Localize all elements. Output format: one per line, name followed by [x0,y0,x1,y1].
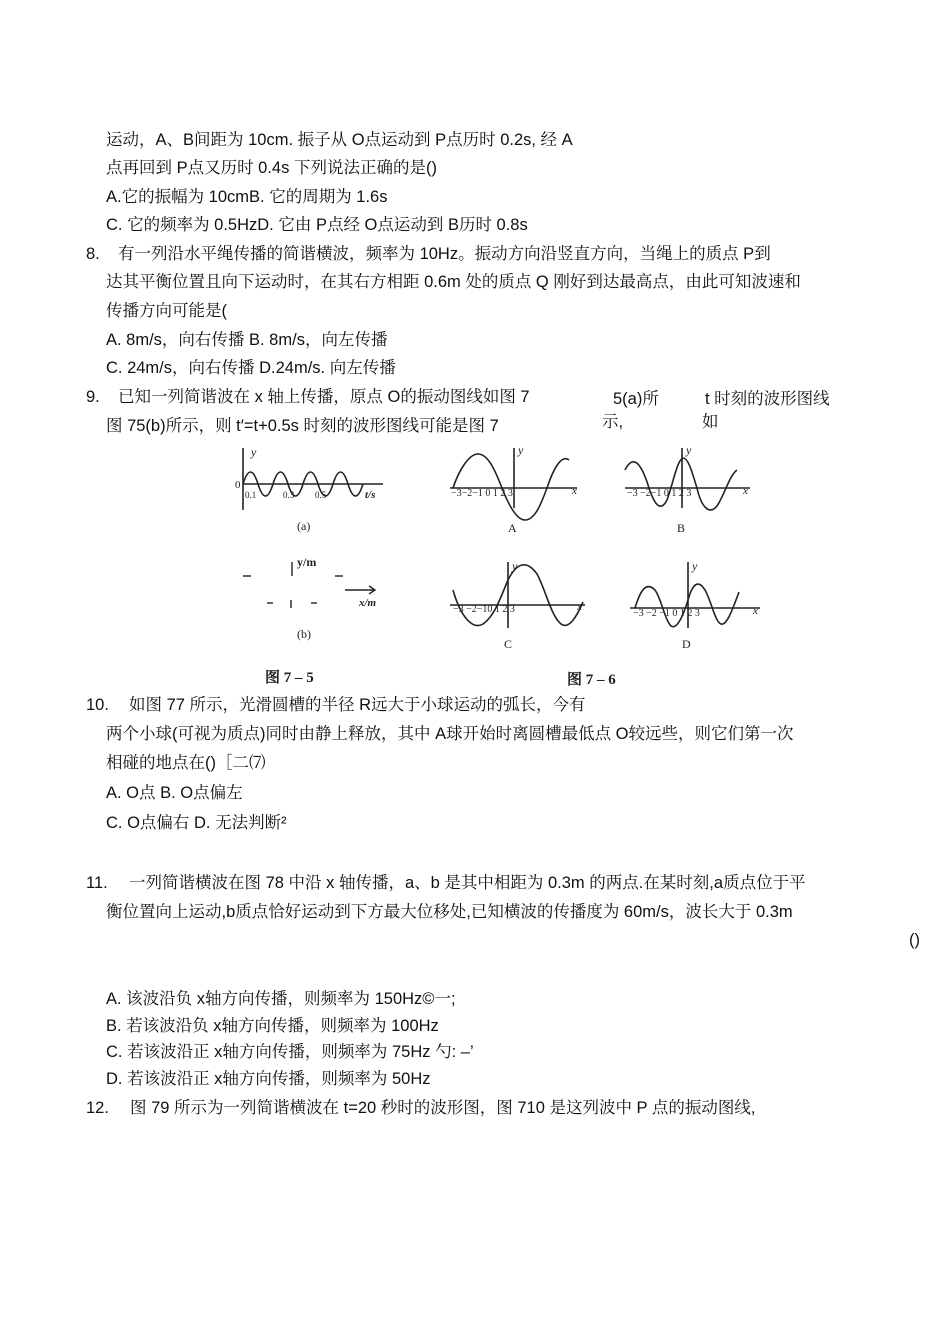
fig-a-tick-01: 0.1 [245,490,257,500]
fig-A-ticks: −3−2−1 0 1 2 3 [451,488,513,499]
figure-b [243,555,377,641]
q11-line-1: 一列简谐横波在图 78 中沿 x 轴传播，a、b 是其中相距为 0.3m 的两点.在某时刻,a质点位于平 [129,874,806,892]
figure-B [625,443,750,535]
q9-line-1a: 已知一列简谐波在 x 轴上传播，原点 O的振动图线如图 7 [118,388,530,406]
q12-number: 12. [86,1099,109,1117]
q8-number: 8. [86,245,100,263]
q11-option-d: D. 若该波沿正 x轴方向传播，则频率为 50Hz [106,1070,431,1088]
fig-D-caption: D [682,637,691,651]
q9-line-2a: 图 75(b)所示，则 t′=t+0.5s 时刻的波形图线可能是图 7 [106,417,499,435]
fig-a-caption: (a) [297,519,311,533]
q11-option-b: B. 若该波沿负 x轴方向传播，则频率为 100Hz [106,1017,439,1035]
fig-B-curve [625,458,737,510]
q7-line-1: 运动，A、B间距为 10cm. 振子从 O点运动到 P点历时 0.2s, 经 A [106,131,573,149]
q11-paren: () [909,931,920,949]
q8-line-1: 有一列沿水平绳传播的简谐横波，频率为 10Hz。振动方向沿竖直方向，当绳上的质点 P到 [118,245,771,263]
fig-D-ticks: −3 −2 −1 0 1 2 3 [633,608,700,619]
q8-line-3: 传播方向可能是( [106,302,227,320]
fig-a-t-label: t/s [365,489,376,501]
q10-line-2: 两个小球(可视为质点)同时由静上释放，其中 A球开始时离圆槽最低点 O较远些，则它们第一次 [106,725,794,743]
q7-line-2: 点再回到 P点又历时 0.4s 下列说法正确的是() [106,159,437,177]
q8-option-ab: A. 8m/s，向右传播 B. 8m/s，向左传播 [106,331,388,349]
wave-figures-svg [225,440,775,690]
fig-C-curve [453,565,583,626]
fig-A-caption: A [508,521,517,535]
fig-A-curve [453,454,569,520]
fig-B-x-label: x [743,485,748,497]
wave-figures [225,440,775,690]
q11-number: 11. [86,874,108,892]
figure-a [235,445,383,533]
fig-B-caption: B [677,521,686,535]
fig-a-y-label: y [251,445,257,459]
q8-line-2: 达其平衡位置且向下运动时，在其右方相距 0.6m 处的质点 Q 刚好到达最高点，由此可知波速和 [106,273,801,291]
fig-75-caption: 图 7 – 5 [265,670,314,686]
q7-option-ab: A.它的振幅为 10cmB. 它的周期为 1.6s [106,188,388,206]
fig-a-origin: 0 [235,479,241,491]
q8-option-cd: C. 24m/s，向右传播 D.24m/s. 向左传播 [106,359,396,377]
q10-number: 10. [86,696,109,714]
fig-D-x-label: x [753,605,758,617]
q10-option-cd: C. O点偏右 D. 无法判断² [106,814,287,832]
q11-line-2: 衡位置向上运动,b质点恰好运动到下方最大位移处,已知横波的传播度为 60m/s，波长大于 0.3m [106,903,793,921]
fig-b-y-label: y/m [297,555,317,569]
q9-number: 9. [86,388,100,406]
figure-D [630,559,760,651]
fig-C-y-label: y [512,559,518,573]
q11-option-c: C. 若该波沿正 x轴方向传播，则频率为 75Hz 勺: –’ [106,1043,474,1061]
q10-line-3: 相碰的地点在()［二⑺ [106,754,266,772]
fig-B-y-label: y [686,443,692,457]
q9-line-1c: t 时刻的波形图线 [705,390,830,408]
fig-C-x-label: x [577,601,582,613]
q11-option-a: A. 该波沿负 x轴方向传播，则频率为 150Hz©一; [106,990,456,1008]
fig-C-caption: C [504,637,513,651]
fig-76-caption: 图 7 – 6 [567,672,616,688]
fig-C-ticks: −3 −2−10 1 2 3 [453,604,515,615]
q9-line-2c: 如 [702,413,719,431]
fig-A-y-label: y [518,443,524,457]
figure-C [450,559,585,651]
fig-D-curve [635,584,739,627]
figure-A [450,443,577,535]
q10-line-1: 如图 77 所示，光滑圆槽的半径 R远大于小球运动的弧长，今有 [129,696,586,714]
q10-option-ab: A. O点 B. O点偏左 [106,784,243,802]
fig-b-caption: (b) [297,627,311,641]
fig-b-x-label: x/m [359,597,377,609]
q9-line-1b: 5(a)所 [613,390,659,408]
fig-a-tick-03: 0.3 [283,490,295,500]
q9-line-2b: 示, [602,413,624,431]
fig-A-x-label: x [572,485,577,497]
fig-a-tick-05: 0.5 [315,490,327,500]
fig-B-ticks: −3 −2−1 0 1 2 3 [627,488,692,499]
q7-option-cd: C. 它的频率为 0.5HzD. 它由 P点经 O点运动到 B历时 0.8s [106,216,528,234]
q12-line-1: 图 79 所示为一列简谐横波在 t=20 秒时的波形图，图 710 是这列波中 P 点的振动图线, [130,1099,756,1117]
fig-D-y-label: y [692,559,698,573]
